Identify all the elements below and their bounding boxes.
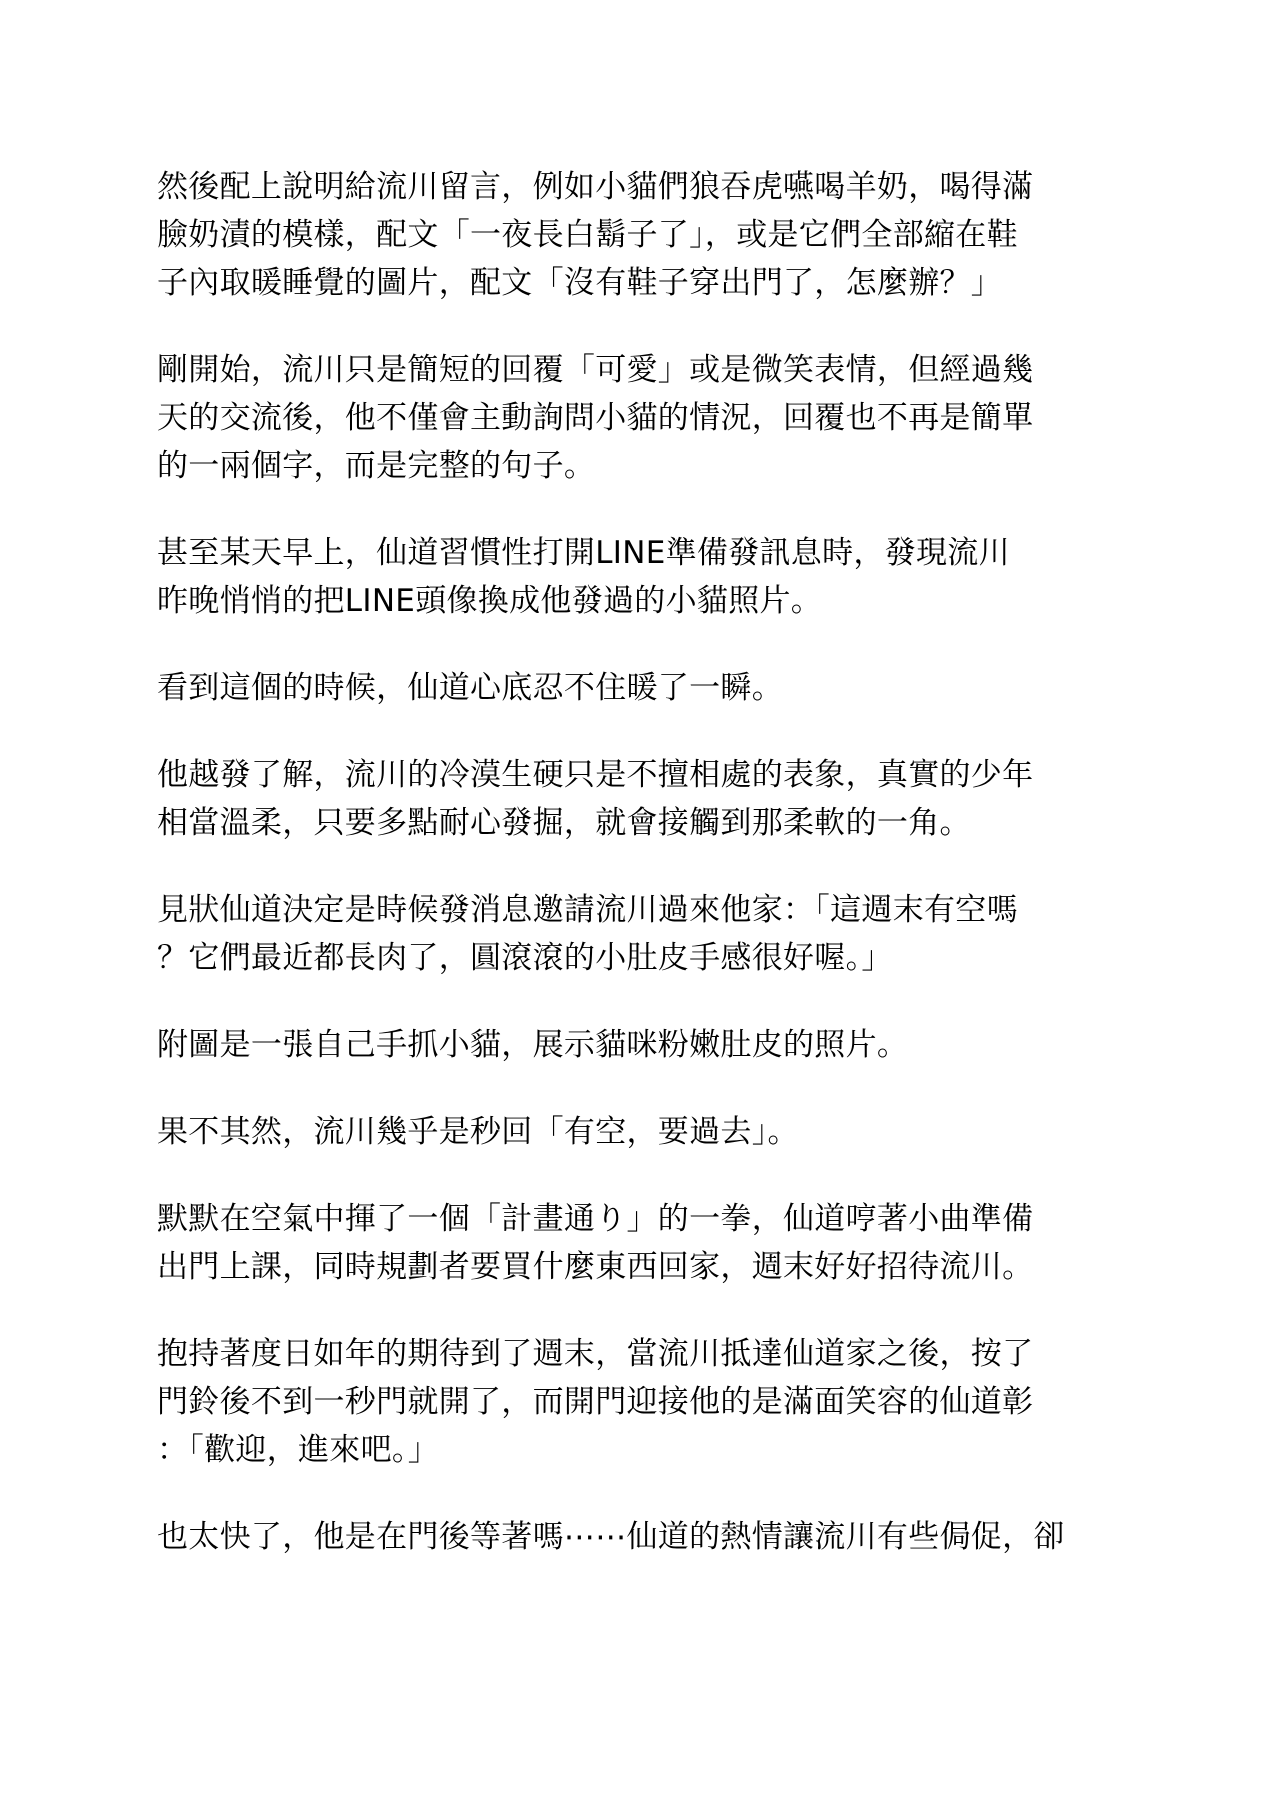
text-line: 剛開始，流川只是簡短的回覆「可愛」或是微笑表情，但經過幾 xyxy=(157,352,1034,388)
paragraph xyxy=(157,1330,1127,1474)
paragraph xyxy=(157,163,1127,307)
text-line: 抱持著度日如年的期待到了週末，當流川抵達仙道家之後，按了 xyxy=(157,1336,1034,1372)
text-line: 默默在空氣中揮了一個「計畫通り」的一拳，仙道哼著小曲準備 xyxy=(157,1201,1034,1237)
text-line: 昨晚悄悄的把LINE頭像換成他發過的小貓照片。 xyxy=(157,583,823,619)
paragraph xyxy=(157,529,1127,625)
text-line: 附圖是一張自己手抓小貓，展示貓咪粉嫩肚皮的照片。 xyxy=(157,1027,909,1063)
paragraph xyxy=(157,886,1127,982)
text-line: ？它們最近都長肉了，圓滾滾的小肚皮手感很好喔。」 xyxy=(157,940,893,976)
text-line: 子內取暖睡覺的圖片，配文「沒有鞋子穿出門了，怎麼辦？」 xyxy=(157,265,1003,301)
text-line: 的一兩個字，而是完整的句子。 xyxy=(157,448,596,484)
text-line: 他越發了解，流川的冷漠生硬只是不擅相處的表象，真實的少年 xyxy=(157,757,1034,793)
text-line: 天的交流後，他不僅會主動詢問小貓的情況，回覆也不再是簡單 xyxy=(157,400,1034,436)
text-line: 出門上課，同時規劃者要買什麼東西回家，週末好好招待流川。 xyxy=(157,1249,1034,1285)
text-line: 果不其然，流川幾乎是秒回「有空，要過去」。 xyxy=(157,1114,799,1150)
text-line: 見狀仙道決定是時候發消息邀請流川過來他家：「這週末有空嗎 xyxy=(157,892,1018,928)
paragraph xyxy=(157,751,1127,847)
paragraph xyxy=(157,1513,1127,1561)
text-line: 相當溫柔，只要多點耐心發掘，就會接觸到那柔軟的一角。 xyxy=(157,805,971,841)
paragraph xyxy=(157,664,1127,712)
text-line: 看到這個的時候，仙道心底忍不住暖了一瞬。 xyxy=(157,670,783,706)
paragraph xyxy=(157,1108,1127,1156)
document-body xyxy=(157,163,1127,1600)
text-line: ：「歡迎，進來吧。」 xyxy=(157,1432,439,1468)
text-line: 也太快了，他是在門後等著嗎⋯⋯仙道的熱情讓流川有些侷促，卻 xyxy=(157,1519,1065,1555)
paragraph xyxy=(157,1021,1127,1069)
text-line: 門鈴後不到一秒門就開了，而開門迎接他的是滿面笑容的仙道彰 xyxy=(157,1384,1034,1420)
text-line: 臉奶漬的模樣，配文「一夜長白鬍子了」，或是它們全部縮在鞋 xyxy=(157,217,1018,253)
paragraph xyxy=(157,346,1127,490)
text-line: 甚至某天早上，仙道習慣性打開LINE準備發訊息時，發現流川 xyxy=(157,535,1010,571)
paragraph xyxy=(157,1195,1127,1291)
text-line: 然後配上說明給流川留言，例如小貓們狼吞虎嚥喝羊奶，喝得滿 xyxy=(157,169,1034,205)
